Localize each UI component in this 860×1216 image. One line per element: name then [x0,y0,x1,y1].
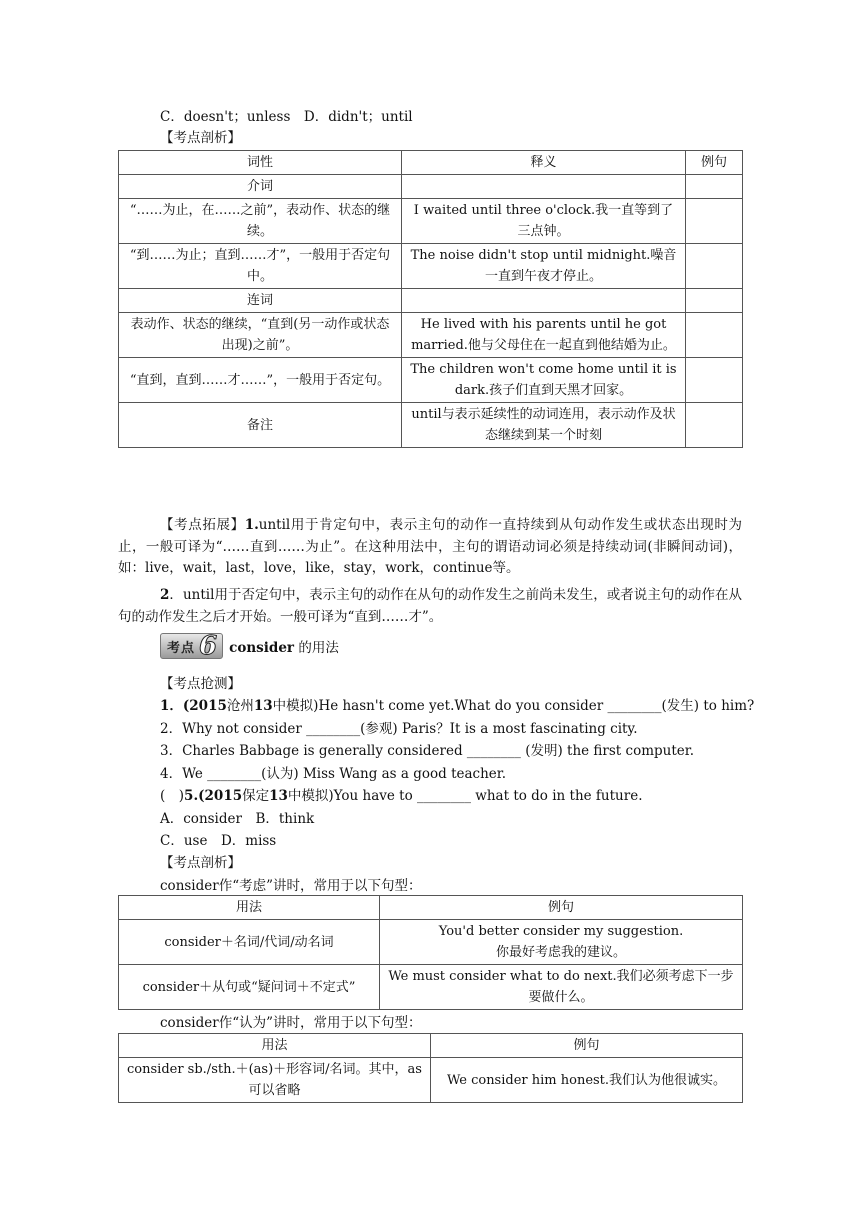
until-usage-table [118,150,743,448]
table-row [119,920,743,965]
consider-meaning-table [118,895,743,1010]
table-cell: 介词 [119,175,402,199]
section-title-bold: consider [229,640,295,656]
table-cell [686,313,743,358]
top-options-line: C．doesn't；unless D．didn't；until [160,109,413,125]
table-row [119,313,743,358]
table-cell: 连词 [119,289,402,313]
quiz-question-4: 4．We ________(认为) Miss Wang as a good teacher. [160,766,507,782]
q5-options-1: A．consider B．think [160,811,315,827]
table-row [119,175,743,199]
table-cell [402,289,686,313]
table-header-row [119,151,743,175]
table-cell: You'd better consider my suggestion. 你最好考虑我的建议。 [380,920,743,965]
header-cell: 例句 [380,896,743,920]
table-cell: We must consider what to do next.我们必须考虑下一步要做什么。 [380,965,743,1010]
section-heading [160,633,339,659]
header-cell: 释义 [402,151,686,175]
q5-answer-blank: ( ) [160,788,185,804]
extension-paragraph-2 [118,585,742,628]
table-cell: “直到，直到……才……”，一般用于否定句。 [119,358,402,403]
header-cell: 例句 [686,151,743,175]
table-cell: The noise didn't stop until midnight.噪音一直到午夜才停止。 [402,244,686,289]
table-cell: until与表示延续性的动词连用，表示动作及状态继续到某一个时刻 [402,403,686,448]
table-cell [686,358,743,403]
extension-text-2: ．until用于否定句中，表示主句的动作在从句的动作发生之前尚未发生，或者说主句的动作在从句的动作发生之后才开始。一般可译为“直到……才”。 [118,587,742,625]
quiz-question-3: 3．Charles Babbage is generally considered ________ (发明) the first computer. [160,743,695,759]
table-row [119,965,743,1010]
section-title [229,636,339,656]
consider-think-table [118,1033,743,1103]
table-row [119,403,743,448]
q5-text: 中模拟)You have to ________ what to do in the future. [287,788,643,804]
extension-text-1: until用于肯定句中，表示主句的动作一直持续到从句动作发生或状态出现时为止，一般可译为“……直到……为止”。在这种用法中，主句的谓语动词必须是持续动词(非瞬间动词)，如：live，wait，last，love，like，stay，work，continue等。 [118,517,742,576]
table-cell: consider sb./sth.＋(as)＋形容词/名词。其中，as可以省略 [119,1058,431,1103]
table-cell: The children won't come home until it is dark.孩子们直到天黑才回家。 [402,358,686,403]
extension-num-2: 2 [160,587,170,603]
table-cell: consider＋名词/代词/动名词 [119,920,380,965]
analysis-label-1: 【考点剖析】 [160,130,241,146]
table-row [119,199,743,244]
consider-consider-intro: consider作“考虑”讲时，常用于以下句型： [160,878,422,894]
table-cell [402,175,686,199]
quiz-question-5 [160,786,642,806]
analysis-label-2: 【考点剖析】 [160,855,241,871]
q1-year: ．(2015 [169,698,227,714]
table-cell: He lived with his parents until he got married.他与父母住在一起直到他结婚为止。 [402,313,686,358]
table-cell: “……为止，在……之前”，表动作、状态的继续。 [119,199,402,244]
quiz-label: 【考点抢测】 [160,676,241,692]
badge-number: 6 [199,631,219,661]
extension-paragraph-1 [118,515,742,580]
table-cell: “到……为止；直到……才”，一般用于否定句中。 [119,244,402,289]
section-title-rest: 的用法 [298,640,339,656]
q1-city: 沧州 [226,698,254,714]
badge-text: 考点 [167,640,196,656]
extension-num-1: 1. [244,517,259,533]
table-row [119,1058,743,1103]
table-cell: 表动作、状态的继续，“直到(另一动作或状态出现)之前”。 [119,313,402,358]
header-cell: 用法 [119,1034,431,1058]
table-cell [686,175,743,199]
q1-number: 1 [160,698,170,714]
q5-city: 保定 [242,788,270,804]
table-header-row [119,1034,743,1058]
table-cell: We consider him honest.我们认为他很诚实。 [431,1058,743,1103]
consider-think-intro: consider作“认为”讲时，常用于以下句型： [160,1015,422,1031]
q5-options-2: C．use D．miss [160,833,277,849]
quiz-question-1 [160,696,754,716]
header-cell: 用法 [119,896,380,920]
q5-year: 5.(2015 [184,788,243,804]
table-cell [686,289,743,313]
section-badge [160,633,223,659]
table-row [119,358,743,403]
table-cell: 备注 [119,403,402,448]
table-cell: I waited until three o'clock.我一直等到了三点钟。 [402,199,686,244]
q1-text: 中模拟)He hasn't come yet.What do you consider ________(发生) to him? [272,698,755,714]
q1-school: 13 [253,698,273,714]
table-row [119,244,743,289]
header-cell: 例句 [431,1034,743,1058]
extension-label: 【考点拓展】 [160,517,245,533]
table-cell [686,244,743,289]
table-cell [686,403,743,448]
q5-school: 13 [269,788,288,804]
quiz-question-2: 2．Why not consider ________(参观) Paris？It is a most fascinating city. [160,721,638,737]
header-cell: 词性 [119,151,402,175]
table-row [119,289,743,313]
table-cell: consider＋从句或“疑问词＋不定式” [119,965,380,1010]
table-cell [686,199,743,244]
table-header-row [119,896,743,920]
